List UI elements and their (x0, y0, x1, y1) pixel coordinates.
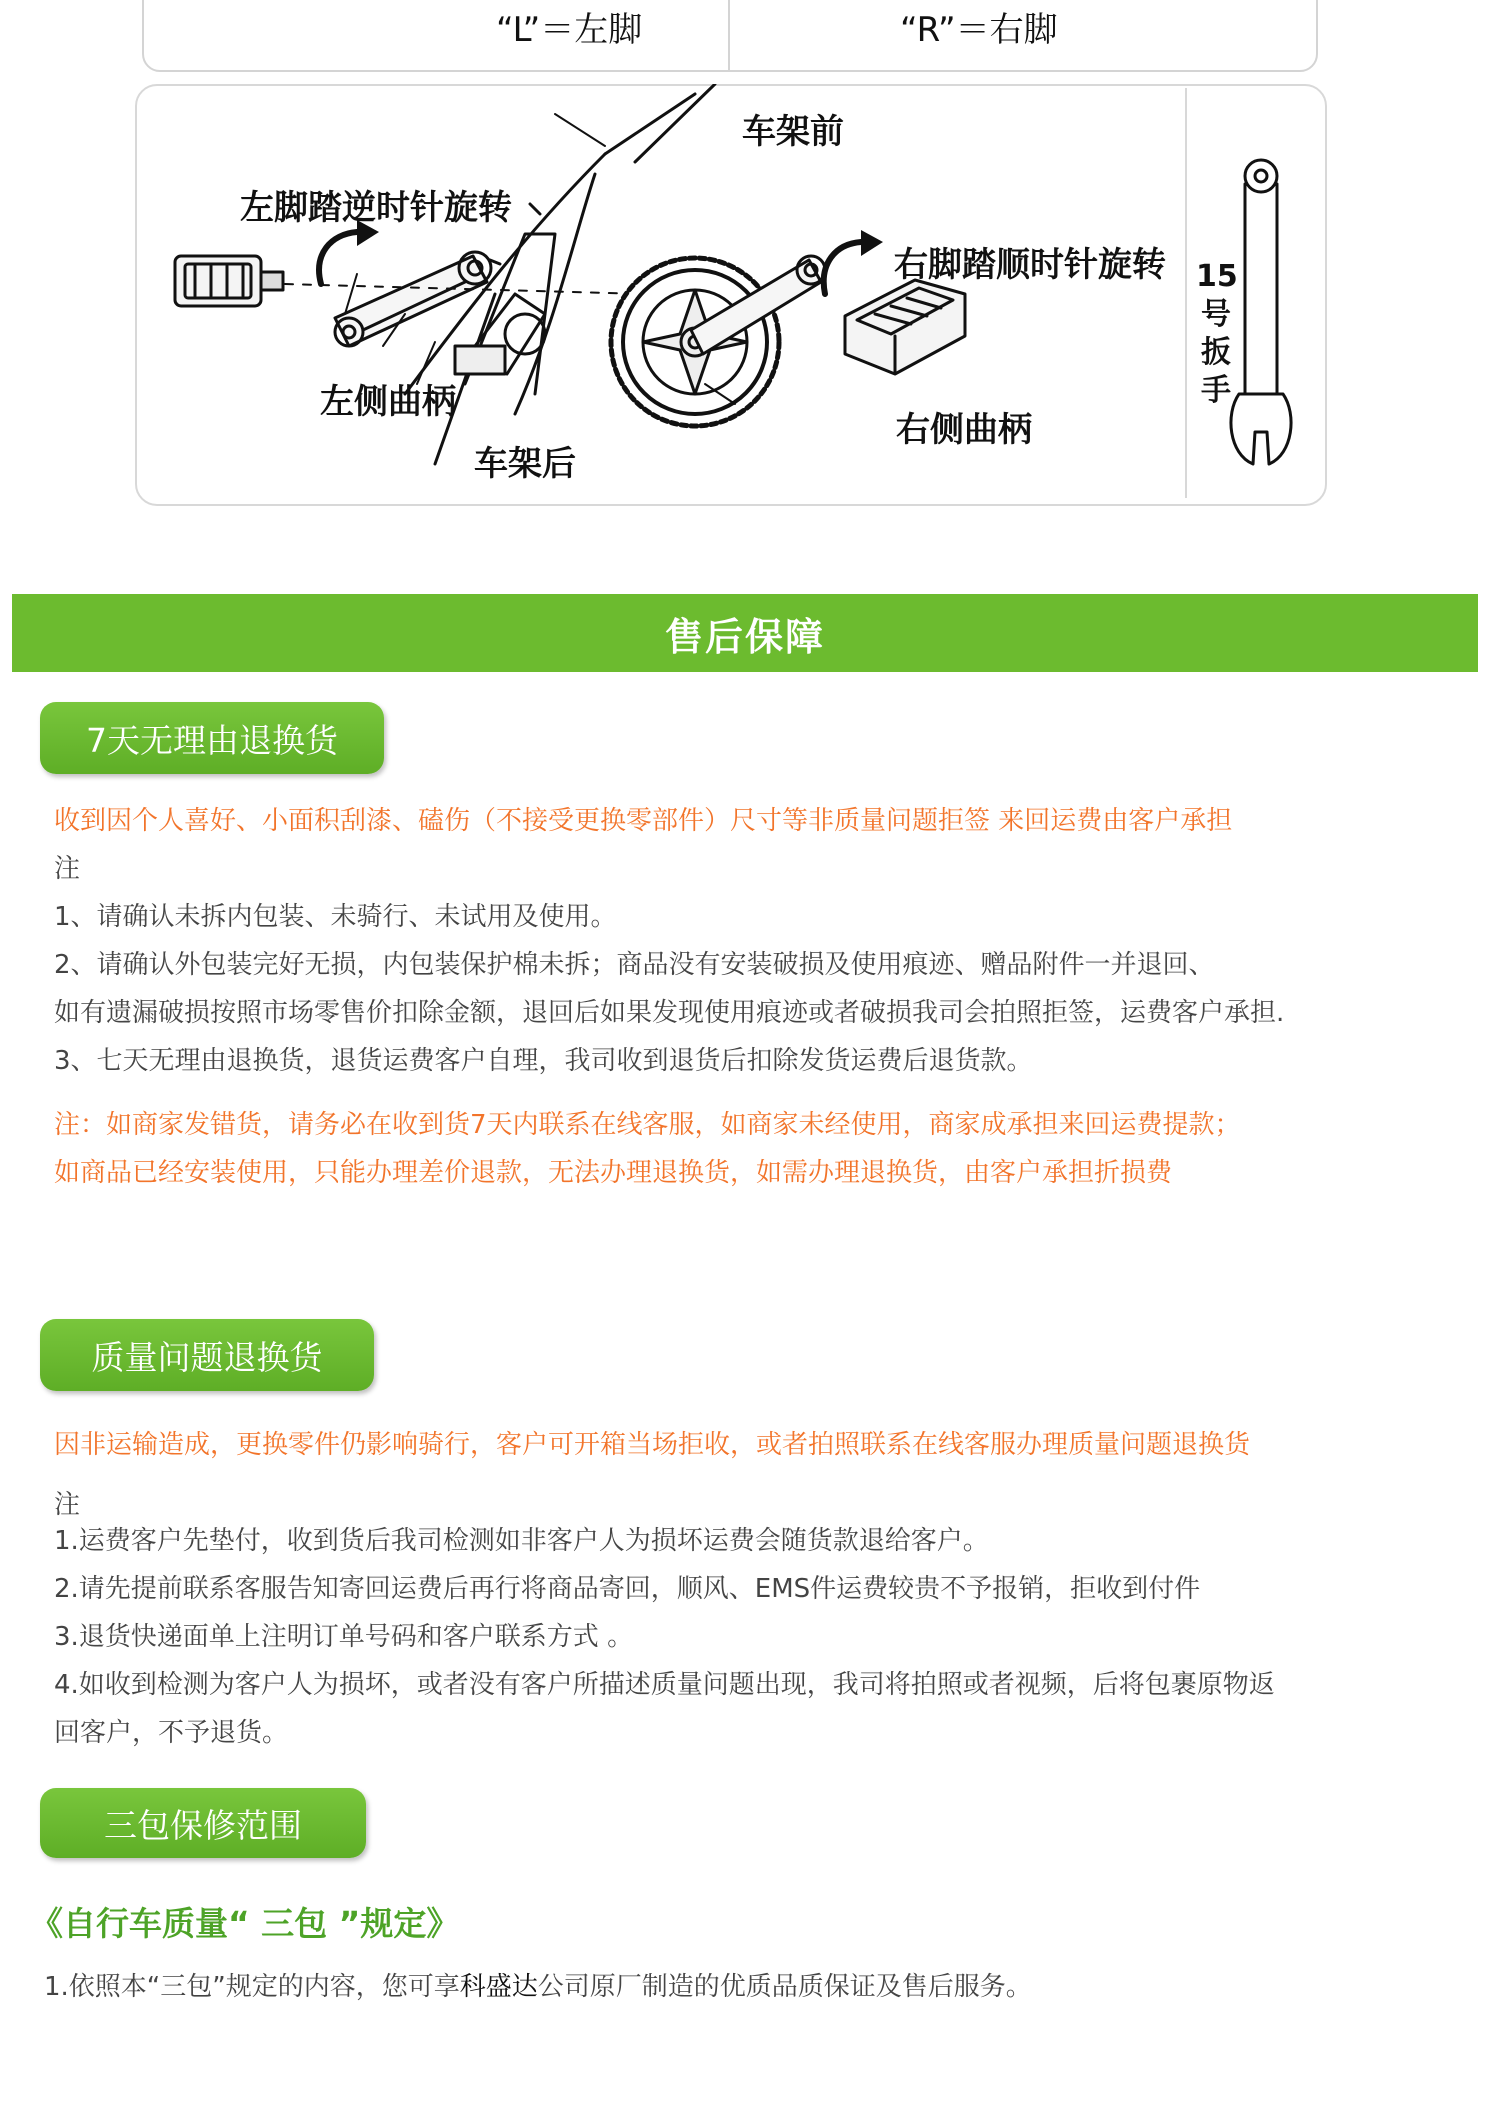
section1-warning-line: 注：如商家发错货，请务必在收到货7天内联系在线客服，如商家未经使用，商家成承担来回运费提款； (54, 1110, 1241, 1140)
legend-right: “R”＝右脚 (900, 10, 1058, 50)
label-wrench: 15 号 扳 手 (1196, 259, 1238, 408)
label-frame-rear: 车架后 (474, 444, 576, 484)
pedal-installation-illustration (135, 84, 1323, 502)
section1-warning-line: 如商品已经安装使用，只能办理差价退款，无法办理退换货，如需办理退换货，由客户承担折损费 (54, 1158, 1173, 1188)
list-item: 4.如收到检测为客户人为损坏，或者没有客户所描述质量问题出现，我司将拍照或者视频，后将包裹原物返 (54, 1670, 1275, 1700)
warranty-title: 《自行车质量“ 三包 ”规定》 (30, 1904, 460, 1943)
label-right-pedal-rotate: 右脚踏顺时针旋转 (894, 245, 1166, 285)
list-item: 如有遗漏破损按照市场零售价扣除金额，退回后如果发现使用痕迹或者破损我司会拍照拒签，运费客户承担. (54, 998, 1285, 1028)
label-left-crank: 左侧曲柄 (320, 382, 456, 422)
label-right-crank: 右侧曲柄 (896, 410, 1032, 450)
list-item: 2.请先提前联系客服告知寄回运费后再行将商品寄回，顺风、EMS件运费较贵不予报销，拒收到付件 (54, 1574, 1201, 1604)
section1-note-label: 注 (54, 854, 81, 884)
counterclockwise-arrow-icon (319, 232, 357, 284)
legend-divider (728, 0, 730, 70)
left-pedal-icon (175, 256, 283, 306)
list-item: 回客户，不予退货。 (54, 1718, 289, 1748)
clockwise-arrow-icon (824, 242, 861, 294)
section-pill-quality-return: 质量问题退换货 (40, 1319, 374, 1391)
legend-box (142, 0, 1318, 72)
chainring-icon (611, 258, 779, 426)
wrench-icon (1231, 160, 1291, 464)
section-pill-7day-return: 7天无理由退换货 (40, 702, 384, 774)
left-crank-icon (335, 252, 491, 346)
list-item: 3.退货快递面单上注明订单号码和客户联系方式 。 (54, 1622, 634, 1652)
list-item: 1、请确认未拆内包装、未骑行、未试用及使用。 (54, 902, 617, 932)
list-item: 3、七天无理由退换货，退货运费客户自理，我司收到退货后扣除发货运费后退货款。 (54, 1046, 1033, 1076)
legend-left: “L”＝左脚 (496, 10, 643, 50)
section-pill-warranty: 三包保修范围 (40, 1788, 366, 1858)
warranty-text: 1.依照本“三包”规定的内容，您可享科盛达公司原厂制造的优质品质保证及售后服务。 (44, 1972, 1032, 2002)
section2-note-label: 注 (54, 1490, 81, 1520)
after-sales-banner (12, 594, 1478, 672)
brand-name: 科盛达 (459, 1972, 538, 2002)
label-frame-front: 车架前 (742, 112, 844, 152)
list-item: 1.运费客户先垫付，收到货后我司检测如非客户人为损坏运费会随货款退给客户。 (54, 1526, 989, 1556)
right-pedal-icon (845, 280, 965, 374)
section1-notice: 收到因个人喜好、小面积刮漆、磕伤（不接受更换零部件）尺寸等非质量问题拒签 来回运费由客户承担 (54, 806, 1233, 836)
label-left-pedal-rotate: 左脚踏逆时针旋转 (240, 188, 512, 228)
banner-title: 售后保障 (664, 614, 825, 659)
section2-notice: 因非运输造成，更换零件仍影响骑行，客户可开箱当场拒收，或者拍照联系在线客服办理质量问题退换货 (54, 1430, 1251, 1460)
list-item: 2、请确认外包装完好无损，内包装保护棉未拆；商品没有安装破损及使用痕迹、赠品附件一并退回、 (54, 950, 1215, 980)
